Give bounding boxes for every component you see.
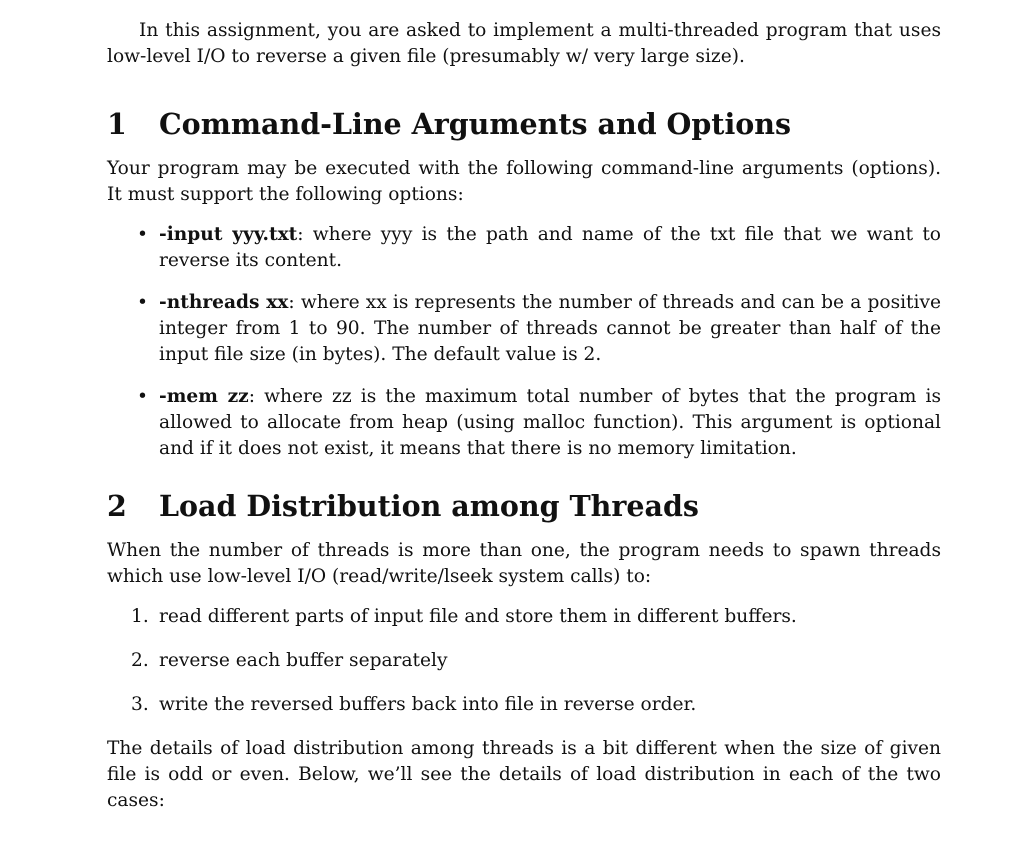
step-text: write the reversed buffers back into file in reverse order. <box>159 694 697 715</box>
step-item <box>107 692 941 718</box>
step-item <box>107 604 941 630</box>
option-flag-nthreads: -nthreads xx <box>159 292 289 313</box>
option-flag-input: -input yyy.txt <box>159 224 298 245</box>
step-number: 2. <box>131 650 149 671</box>
step-number: 1. <box>131 606 149 627</box>
section-1-number: 1 <box>107 107 127 141</box>
section-2-title: Load Distribution among Threads <box>159 489 699 523</box>
section-2-paragraph: When the number of threads is more than one, the program needs to spawn threads which use low-level I/O (read/write/lseek system calls) to: <box>107 540 941 587</box>
option-flag-mem: -mem zz <box>159 386 249 407</box>
option-item-mem <box>107 384 941 462</box>
bullet-icon: • <box>137 292 148 313</box>
step-number: 3. <box>131 694 149 715</box>
options-list <box>107 222 941 462</box>
option-desc-nthreads: : where xx is represents the number of threads and can be a positive integer from 1 to 90. The number of threads cannot be greater than half of the input file size (in bytes). The default value is 2. <box>159 292 941 365</box>
intro-paragraph: In this assignment, you are asked to implement a multi-threaded program that uses low-level I/O to reverse a given file (presumably w/ very large size). <box>107 20 941 67</box>
option-desc-input: : where yyy is the path and name of the txt file that we want to reverse its content. <box>159 224 941 271</box>
option-item-nthreads <box>107 290 941 368</box>
bullet-icon: • <box>137 224 148 245</box>
step-item <box>107 648 941 674</box>
section-2-number: 2 <box>107 489 127 523</box>
section-2-heading <box>107 488 941 524</box>
step-text: read different parts of input file and store them in different buffers. <box>159 606 797 627</box>
steps-list <box>107 604 941 718</box>
closing-paragraph: The details of load distribution among threads is a bit different when the size of given file is odd or even. Below, we’ll see the details of load distribution in each of the two cases: <box>107 738 941 811</box>
step-text: reverse each buffer separately <box>159 650 448 671</box>
section-1-paragraph: Your program may be executed with the following command-line arguments (options). It must support the following options: <box>107 158 941 205</box>
document-page <box>107 18 941 814</box>
bullet-icon: • <box>137 386 148 407</box>
option-item-input <box>107 222 941 274</box>
option-desc-mem: : where zz is the maximum total number of bytes that the program is allowed to allocate from heap (using malloc function). This argument is optional and if it does not exist, it means that there is no memory limitation. <box>159 386 941 459</box>
section-1-title: Command-Line Arguments and Options <box>159 107 792 141</box>
section-1-heading <box>107 106 941 142</box>
